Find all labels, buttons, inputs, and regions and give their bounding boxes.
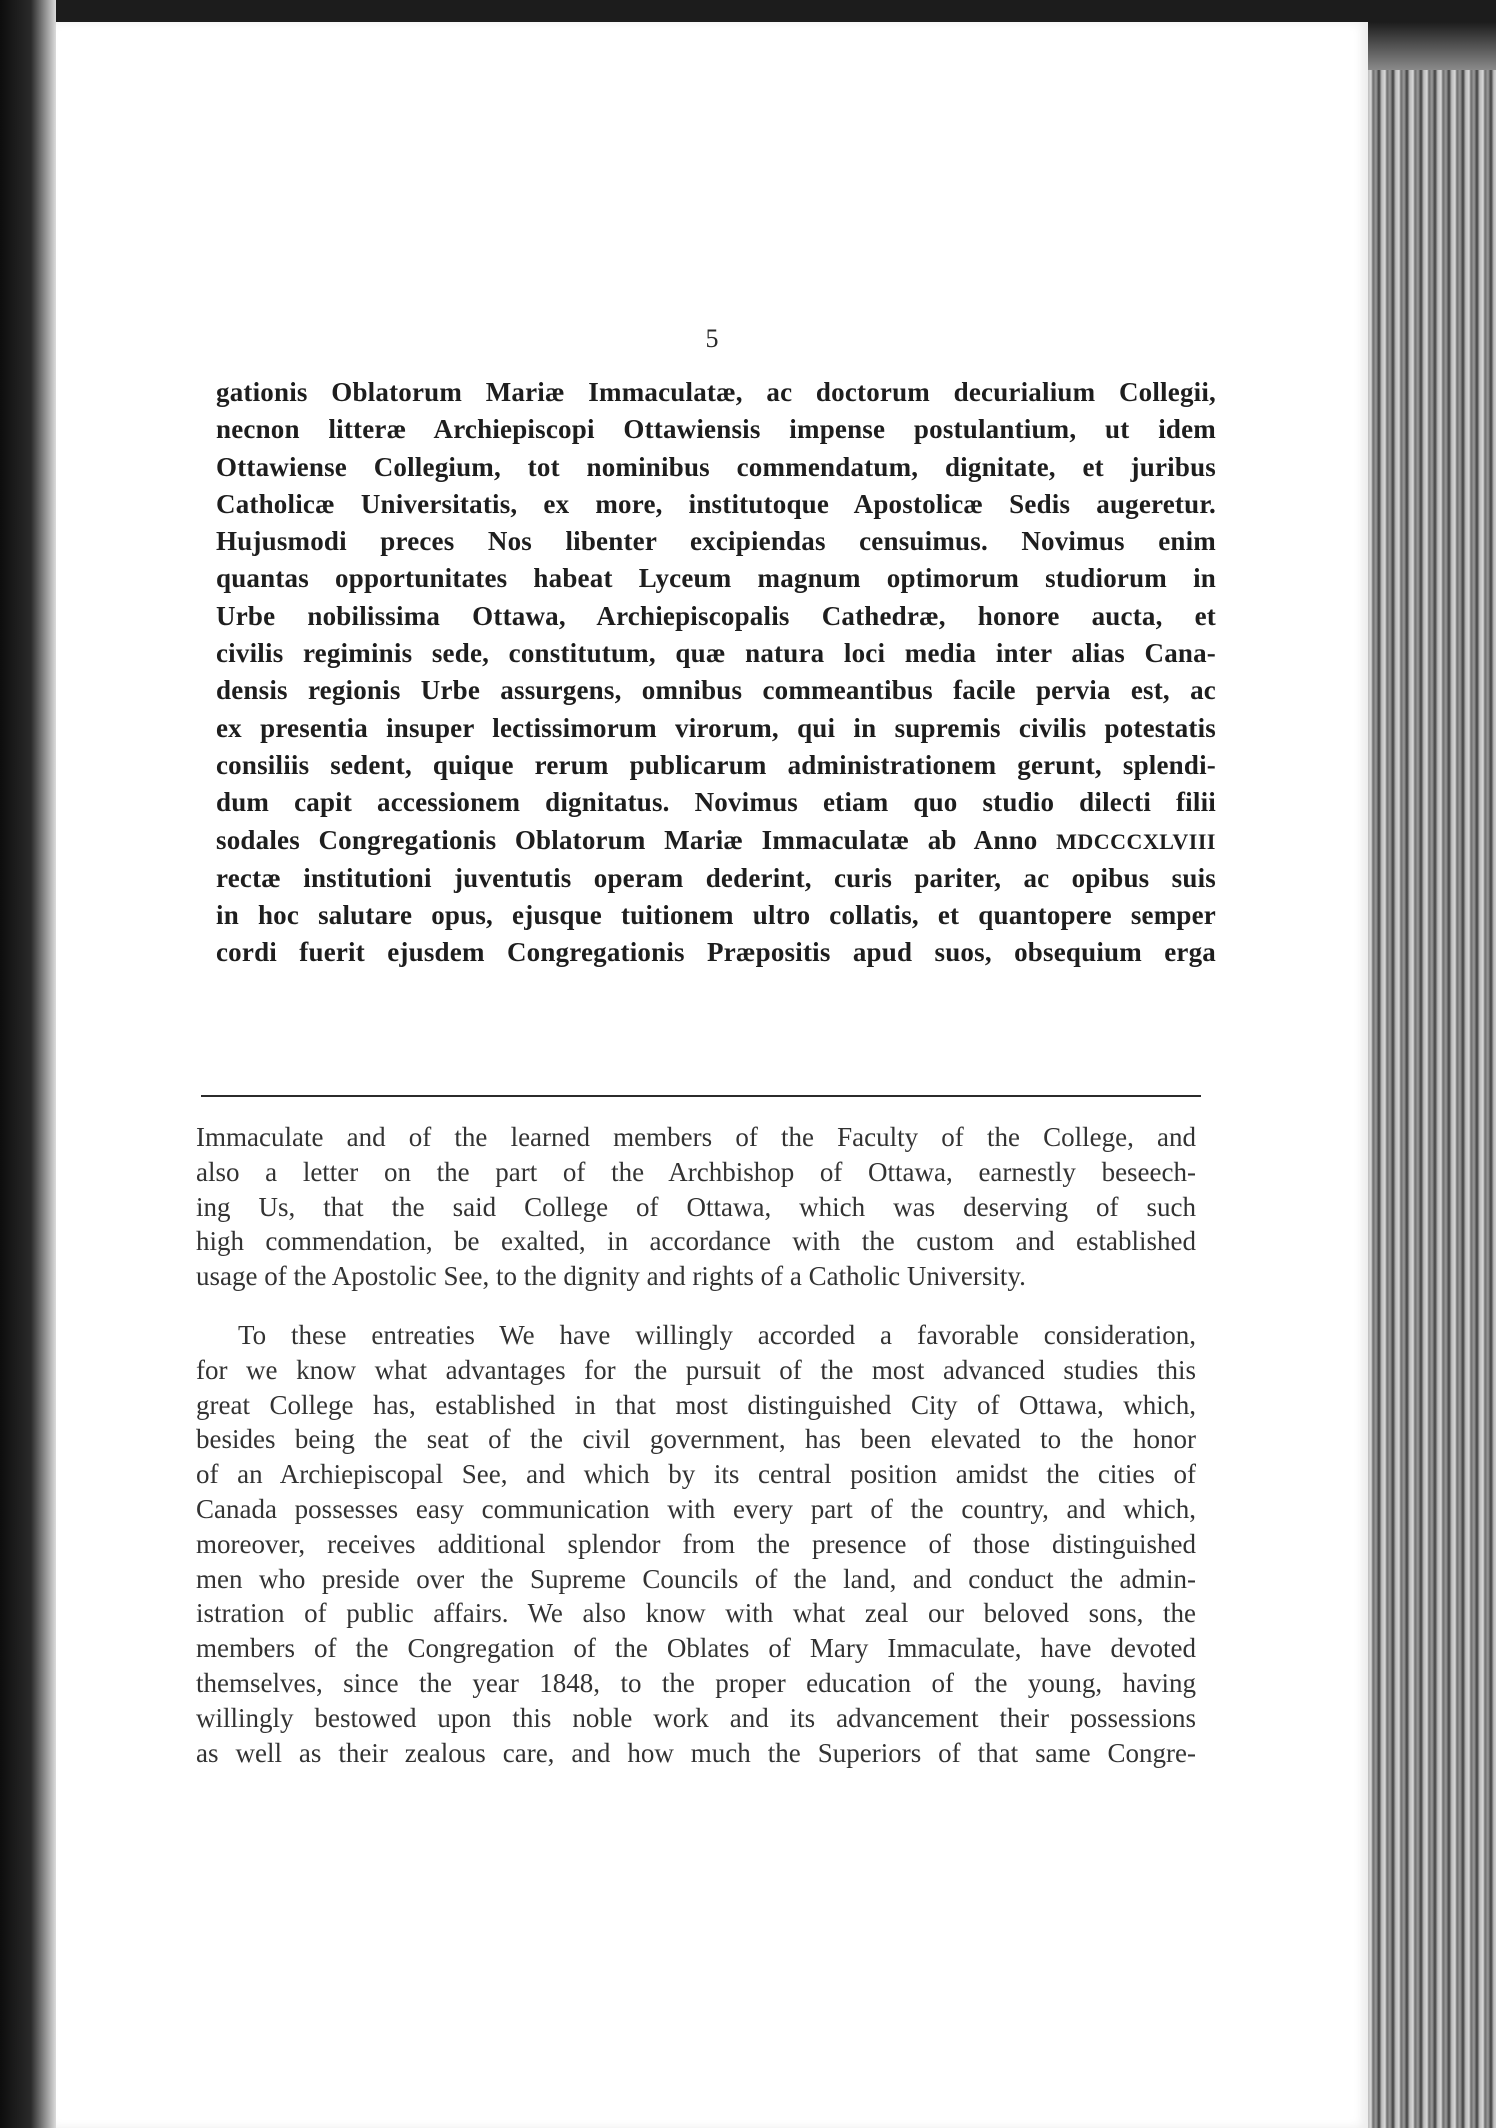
- page-number: 5: [705, 324, 719, 353]
- latin-line: consiliis sedent, quique rerum publicarum administrationem gerunt, splendi-: [216, 749, 1216, 780]
- english-line: ing Us, that the said College of Ottawa, which was deserving of such: [196, 1191, 1196, 1222]
- latin-line: civilis regiminis sede, constitutum, quæ natura loci media inter alias Cana-: [216, 638, 1216, 669]
- english-line: men who preside over the Supreme Councils of the land, and conduct the admin-: [196, 1563, 1196, 1594]
- latin-line: Urbe nobilissima Ottawa, Archiepiscopalis Cathedræ, honore aucta, et: [216, 600, 1216, 631]
- english-line: To these entreaties We have willingly accorded a favorable consideration,: [238, 1319, 1196, 1350]
- english-line: Canada possesses easy communication with every part of the country, and which,: [196, 1493, 1196, 1524]
- english-line: Immaculate and of the learned members of the Faculty of the College, and: [196, 1122, 1196, 1152]
- paragraph-gap: [196, 1294, 1196, 1318]
- english-line: great College has, established in that most distinguished City of Ottawa, which,: [196, 1389, 1196, 1420]
- latin-line-with-year: [216, 822, 1216, 860]
- latin-line: gationis Oblatorum Mariæ Immaculatæ, ac doctorum decurialium Collegii,: [216, 377, 1216, 407]
- english-line: also a letter on the part of the Archbishop of Ottawa, earnestly beseech-: [196, 1156, 1196, 1187]
- english-line: for we know what advantages for the pursuit of the most advanced studies this: [196, 1354, 1196, 1385]
- english-line: members of the Congregation of the Oblates of Mary Immaculate, have devoted: [196, 1633, 1196, 1664]
- latin-line: quantas opportunitates habeat Lyceum magnum optimorum studiorum in: [216, 563, 1216, 594]
- section-divider: [201, 1095, 1201, 1097]
- page-stack-edges: [1368, 70, 1496, 2128]
- latin-line: ex presentia insuper lectissimorum virorum, qui in supremis civilis potestatis: [216, 712, 1216, 743]
- english-line: moreover, receives additional splendor from the presence of those distinguished: [196, 1528, 1196, 1559]
- english-line: besides being the seat of the civil government, has been elevated to the honor: [196, 1424, 1196, 1455]
- english-translation-block: [196, 1120, 1196, 1770]
- latin-line: Hujusmodi preces Nos libenter excipiendas censuimus. Novimus enim: [216, 526, 1216, 557]
- english-line: willingly bestowed upon this noble work and its advancement their possessions: [196, 1702, 1196, 1733]
- latin-line: rectæ institutioni juventutis operam dederint, curis pariter, ac opibus suis: [216, 862, 1216, 893]
- latin-line: cordi fuerit ejusdem Congregationis Præpositis apud suos, obsequium erga: [216, 937, 1216, 968]
- english-line: themselves, since the year 1848, to the proper education of the young, having: [196, 1667, 1196, 1698]
- latin-line: Catholicæ Universitatis, ex more, institutoque Apostolicæ Sedis augeretur.: [216, 488, 1216, 519]
- latin-text-block: [216, 374, 1216, 972]
- latin-line: dum capit accessionem dignitatus. Novimus etiam quo studio dilecti filii: [216, 787, 1216, 818]
- latin-line: necnon litteræ Archiepiscopi Ottawiensis impense postulantium, ut idem: [216, 414, 1216, 445]
- english-line: high commendation, be exalted, in accordance with the custom and established: [196, 1226, 1196, 1257]
- page-stack-top: [1368, 22, 1496, 70]
- latin-line: Ottawiense Collegium, tot nominibus commendatum, dignitate, et juribus: [216, 451, 1216, 482]
- book-page: [56, 22, 1368, 2128]
- book-spine-shadow: [0, 0, 56, 2128]
- english-line: usage of the Apostolic See, to the dignity and rights of a Catholic University.: [196, 1261, 1026, 1292]
- latin-year: MDCCCXLVIII: [1056, 828, 1216, 854]
- english-line: istration of public affairs. We also know with what zeal our beloved sons, the: [196, 1598, 1196, 1629]
- english-line: of an Archiepiscopal See, and which by its central position amidst the cities of: [196, 1459, 1196, 1490]
- latin-line: densis regionis Urbe assurgens, omnibus commeantibus facile pervia est, ac: [216, 675, 1216, 706]
- latin-line: in hoc salutare opus, ejusque tuitionem ultro collatis, et quantopere semper: [216, 900, 1216, 931]
- english-line: as well as their zealous care, and how much the Superiors of that same Congre-: [196, 1737, 1196, 1768]
- latin-line-text: sodales Congregationis Oblatorum Mariæ Immaculatæ ab Anno: [216, 824, 1038, 855]
